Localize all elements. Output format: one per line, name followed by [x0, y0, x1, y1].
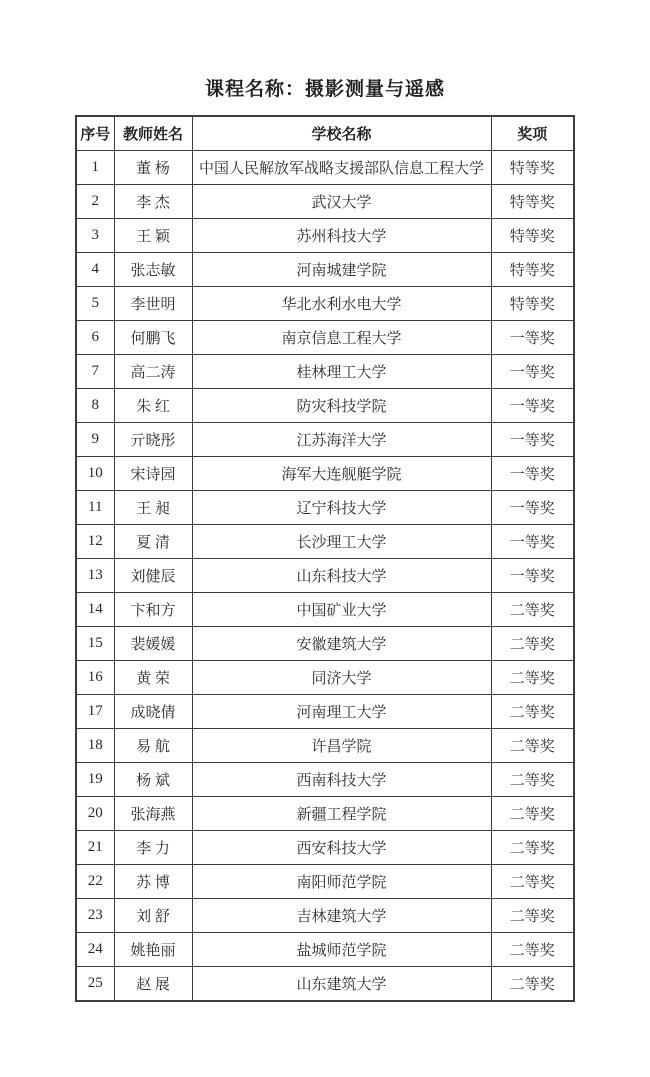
award-cell: 二等奖: [491, 593, 574, 627]
award-cell: 二等奖: [491, 967, 574, 1002]
award-cell: 二等奖: [491, 899, 574, 933]
table-header-row: [76, 116, 574, 151]
award-cell: 二等奖: [491, 831, 574, 865]
table-row: [76, 525, 574, 559]
table-row: [76, 865, 574, 899]
awards-table: [75, 115, 575, 1002]
teacher-name-cell: 朱 红: [114, 389, 192, 423]
teacher-name-cell: 高二涛: [114, 355, 192, 389]
teacher-name-cell: 李世明: [114, 287, 192, 321]
teacher-name-cell: 张海燕: [114, 797, 192, 831]
row-number-cell: 24: [76, 933, 114, 967]
teacher-name-cell: 李 力: [114, 831, 192, 865]
page-title: 课程名称：摄影测量与遥感: [204, 79, 445, 100]
row-number-cell: 19: [76, 763, 114, 797]
row-number-cell: 20: [76, 797, 114, 831]
row-number-cell: 9: [76, 423, 114, 457]
table-row: [76, 423, 574, 457]
table-row: [76, 899, 574, 933]
row-number-cell: 16: [76, 661, 114, 695]
award-cell: 一等奖: [491, 355, 574, 389]
school-name-cell: 中国人民解放军战略支援部队信息工程大学: [192, 151, 491, 185]
table-header-row: [76, 116, 574, 151]
table-body: [76, 151, 574, 1002]
header-serial-number: 序号: [76, 116, 114, 151]
award-cell: 二等奖: [491, 729, 574, 763]
school-name-cell: 西安科技大学: [192, 831, 491, 865]
school-name-cell: 防灾科技学院: [192, 389, 491, 423]
school-name-cell: 中国矿业大学: [192, 593, 491, 627]
row-number-cell: 13: [76, 559, 114, 593]
school-name-cell: 安徽建筑大学: [192, 627, 491, 661]
table-row: [76, 661, 574, 695]
header-teacher-name: 教师姓名: [114, 116, 192, 151]
award-cell: 特等奖: [491, 287, 574, 321]
teacher-name-cell: 裴媛媛: [114, 627, 192, 661]
teacher-name-cell: 刘 舒: [114, 899, 192, 933]
teacher-name-cell: 苏 博: [114, 865, 192, 899]
table-row: [76, 695, 574, 729]
school-name-cell: 西南科技大学: [192, 763, 491, 797]
award-cell: 特等奖: [491, 185, 574, 219]
school-name-cell: 江苏海洋大学: [192, 423, 491, 457]
row-number-cell: 18: [76, 729, 114, 763]
table-row: [76, 219, 574, 253]
award-cell: 二等奖: [491, 797, 574, 831]
award-cell: 一等奖: [491, 559, 574, 593]
teacher-name-cell: 刘健辰: [114, 559, 192, 593]
row-number-cell: 6: [76, 321, 114, 355]
table-row: [76, 831, 574, 865]
header-school-name: 学校名称: [192, 116, 491, 151]
school-name-cell: 河南理工大学: [192, 695, 491, 729]
teacher-name-cell: 亓晓彤: [114, 423, 192, 457]
teacher-name-cell: 卞和方: [114, 593, 192, 627]
teacher-name-cell: 成晓倩: [114, 695, 192, 729]
table-row: [76, 593, 574, 627]
school-name-cell: 桂林理工大学: [192, 355, 491, 389]
table-row: [76, 185, 574, 219]
award-cell: 一等奖: [491, 491, 574, 525]
school-name-cell: 海军大连舰艇学院: [192, 457, 491, 491]
school-name-cell: 苏州科技大学: [192, 219, 491, 253]
teacher-name-cell: 李 杰: [114, 185, 192, 219]
table-row: [76, 763, 574, 797]
award-cell: 一等奖: [491, 525, 574, 559]
teacher-name-cell: 夏 清: [114, 525, 192, 559]
award-cell: 特等奖: [491, 219, 574, 253]
award-cell: 一等奖: [491, 389, 574, 423]
school-name-cell: 山东建筑大学: [192, 967, 491, 1002]
teacher-name-cell: 杨 斌: [114, 763, 192, 797]
row-number-cell: 12: [76, 525, 114, 559]
school-name-cell: 许昌学院: [192, 729, 491, 763]
award-cell: 二等奖: [491, 695, 574, 729]
table-row: [76, 355, 574, 389]
row-number-cell: 2: [76, 185, 114, 219]
row-number-cell: 8: [76, 389, 114, 423]
teacher-name-cell: 姚艳丽: [114, 933, 192, 967]
award-cell: 二等奖: [491, 661, 574, 695]
teacher-name-cell: 王 昶: [114, 491, 192, 525]
school-name-cell: 华北水利水电大学: [192, 287, 491, 321]
teacher-name-cell: 王 颖: [114, 219, 192, 253]
school-name-cell: 河南城建学院: [192, 253, 491, 287]
row-number-cell: 22: [76, 865, 114, 899]
row-number-cell: 4: [76, 253, 114, 287]
row-number-cell: 10: [76, 457, 114, 491]
row-number-cell: 5: [76, 287, 114, 321]
teacher-name-cell: 易 航: [114, 729, 192, 763]
award-cell: 一等奖: [491, 321, 574, 355]
table-row: [76, 627, 574, 661]
award-cell: 一等奖: [491, 457, 574, 491]
award-cell: 二等奖: [491, 763, 574, 797]
award-cell: 特等奖: [491, 253, 574, 287]
school-name-cell: 盐城师范学院: [192, 933, 491, 967]
teacher-name-cell: 宋诗园: [114, 457, 192, 491]
award-cell: 一等奖: [491, 423, 574, 457]
table-row: [76, 559, 574, 593]
school-name-cell: 长沙理工大学: [192, 525, 491, 559]
table-row: [76, 457, 574, 491]
teacher-name-cell: 何鹏飞: [114, 321, 192, 355]
teacher-name-cell: 赵 展: [114, 967, 192, 1002]
table-row: [76, 389, 574, 423]
table-row: [76, 933, 574, 967]
row-number-cell: 1: [76, 151, 114, 185]
row-number-cell: 14: [76, 593, 114, 627]
school-name-cell: 新疆工程学院: [192, 797, 491, 831]
table-row: [76, 151, 574, 185]
table-row: [76, 967, 574, 1002]
row-number-cell: 7: [76, 355, 114, 389]
school-name-cell: 同济大学: [192, 661, 491, 695]
header-award: 奖项: [491, 116, 574, 151]
table-row: [76, 491, 574, 525]
school-name-cell: 武汉大学: [192, 185, 491, 219]
school-name-cell: 南阳师范学院: [192, 865, 491, 899]
table-row: [76, 287, 574, 321]
award-cell: 二等奖: [491, 865, 574, 899]
table-row: [76, 797, 574, 831]
school-name-cell: 山东科技大学: [192, 559, 491, 593]
teacher-name-cell: 董 杨: [114, 151, 192, 185]
award-cell: 特等奖: [491, 151, 574, 185]
award-cell: 二等奖: [491, 627, 574, 661]
row-number-cell: 3: [76, 219, 114, 253]
school-name-cell: 辽宁科技大学: [192, 491, 491, 525]
row-number-cell: 17: [76, 695, 114, 729]
row-number-cell: 15: [76, 627, 114, 661]
school-name-cell: 吉林建筑大学: [192, 899, 491, 933]
row-number-cell: 25: [76, 967, 114, 1002]
award-cell: 二等奖: [491, 933, 574, 967]
table-row: [76, 729, 574, 763]
teacher-name-cell: 张志敏: [114, 253, 192, 287]
table-row: [76, 321, 574, 355]
row-number-cell: 23: [76, 899, 114, 933]
table-row: [76, 253, 574, 287]
teacher-name-cell: 黄 荣: [114, 661, 192, 695]
row-number-cell: 11: [76, 491, 114, 525]
row-number-cell: 21: [76, 831, 114, 865]
school-name-cell: 南京信息工程大学: [192, 321, 491, 355]
